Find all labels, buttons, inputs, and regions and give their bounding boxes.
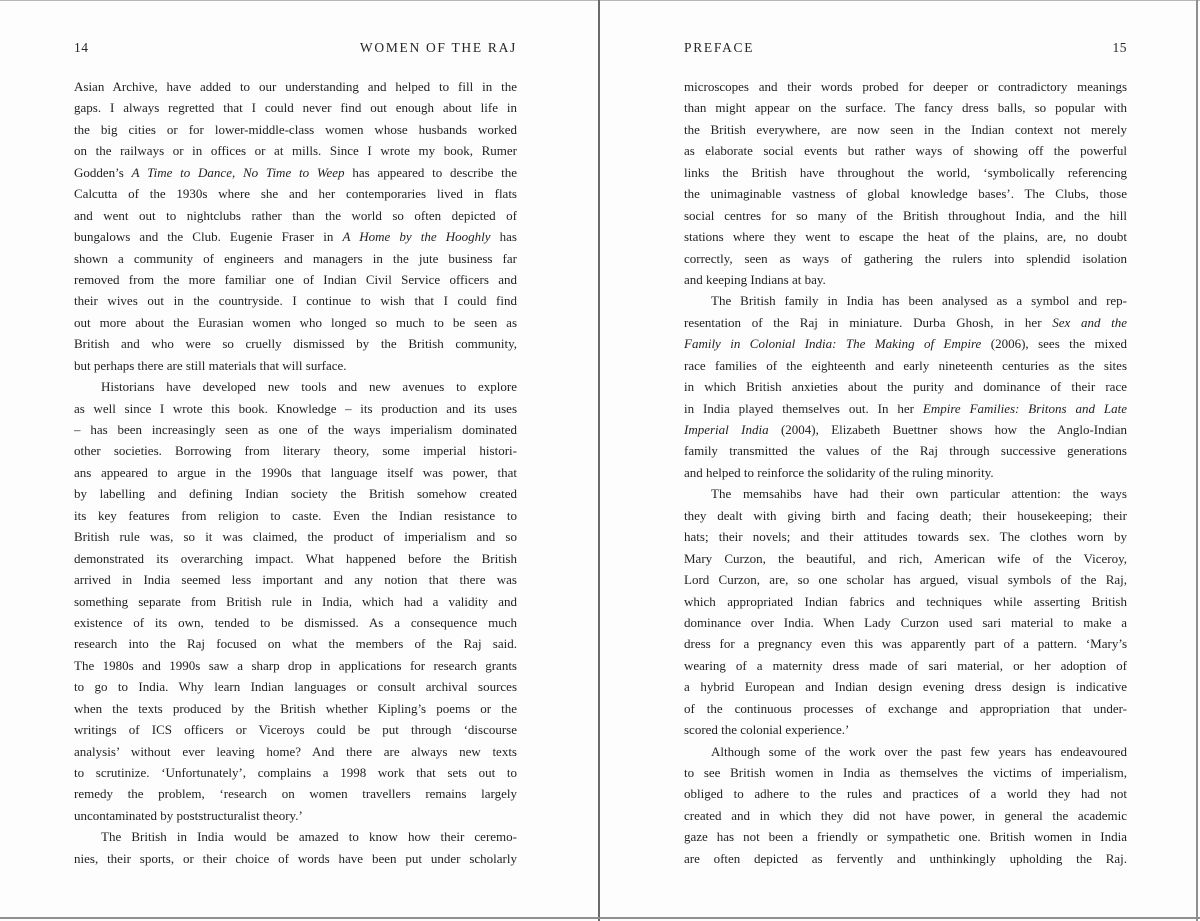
text-line: Family in Colonial India: The Making of Empire (2006), sees the mixed [684,336,1127,352]
text-line: nies, their sports, or their choice of words have been put under scholarly [74,850,517,866]
text-line: demonstrated its overarching impact. What happened before the British [74,550,517,566]
text-line: and keeping Indians at bay. [684,271,826,287]
text-line: their wives out in the countryside. I continue to wish that I could find [74,293,517,309]
page-header-right [684,40,1127,56]
text-line: The memsahibs have had their own particular attention: the ways [711,486,1127,502]
page-header-left [74,40,517,56]
running-head-left: WOMEN OF THE RAJ [359,40,517,55]
text-line: of the continuous processes of exchange and appropriation that under- [684,700,1127,716]
text-line: but perhaps there are still materials that will surface. [74,357,347,373]
text-line: family transmitted the values of the Raj through successive generations [684,443,1127,459]
text-line: correctly, seen as ways of gathering the rulers into splendid isolation [684,250,1127,266]
text-line: its key features from religion to caste. Even the Indian resistance to [74,507,517,523]
text-line: stations where they went to escape the heat of the plains, are, no doubt [684,229,1127,245]
text-line: Imperial India (2004), Elizabeth Buettner shows how the Anglo-Indian [684,422,1127,437]
page-number-right: 15 [1112,40,1127,55]
text-line: arrived in India seemed less important and any notion that there was [74,572,517,588]
text-line: in which British anxieties about the purity and dominance of their race [684,379,1127,395]
text-line: as elaborate social events but rather ways of showing off the powerful [684,143,1127,159]
text-line: are often depicted as fervently and unthinkingly upholding the Raj. [684,850,1127,866]
text-line: Calcutta of the 1930s where she and her contemporaries lived in flats [74,186,517,202]
text-line: the unimaginable vastness of global knowledge bases’. The Clubs, those [684,186,1127,202]
text-line: Godden’s A Time to Dance, No Time to Weep has appeared to describe the [74,164,517,180]
text-line: obliged to adhere to the rules and practices of a world they had not [684,786,1127,802]
text-line: dominance over India. When Lady Curzon used sari material to make a [684,614,1127,630]
text-line: Asian Archive, have added to our understanding and helped to fill in the [74,79,517,94]
text-line: than might appear on the surface. The fancy dress balls, so popular with [684,100,1127,116]
text-line: British rule was, so it was claimed, the product of imperialism and so [74,529,517,545]
text-line: resentation of the Raj in miniature. Durba Ghosh, in her Sex and the [684,314,1127,330]
page-right [684,0,1127,921]
text-line: The British in India would be amazed to know how their ceremo- [101,829,517,845]
page-body-left [74,76,517,869]
text-line: The 1980s and 1990s saw a sharp drop in applications for research grants [74,657,517,673]
text-line: shown a community of engineers and managers in the jute business far [74,250,517,266]
text-line: – has been increasingly seen as one of the ways imperialism dominated [74,422,517,437]
text-line: analysis’ without ever leaving home? And there are always new texts [74,743,517,759]
text-line: Mary Curzon, the beautiful, and rich, American wife of the Viceroy, [684,550,1127,566]
text-line: race families of the eighteenth and early nineteenth centuries as the sites [684,357,1127,373]
text-line: existence of its own, tended to be dismissed. As a consequence much [74,614,517,630]
text-line: bungalows and the Club. Eugenie Fraser in A Home by the Hooghly has [74,229,517,245]
text-line: on the railways or in offices or at mills. Since I wrote my book, Rumer [74,143,517,159]
page-bottom-edge [0,917,1200,919]
text-line: to go to India. Why learn Indian languages or consult archival sources [74,679,517,695]
text-line: in India played themselves out. In her Empire Families: Britons and Late [684,400,1127,416]
text-line: when the texts produced by the British whether Kipling’s poems or the [74,700,517,716]
text-line: British and who were so cruelly dismissed by the British community, [74,336,517,352]
text-line: uncontaminated by poststructuralist theory.’ [74,807,303,823]
text-line: writings of ICS officers or Viceroys could be put through ‘discourse [74,722,517,738]
text-line: The British family in India has been analysed as a symbol and rep- [711,293,1127,309]
text-line: and went out to nightclubs rather than the world so often depicted of [74,207,517,223]
text-line: by labelling and defining Indian society the British somehow created [74,486,517,502]
running-head-right: PREFACE [684,40,755,55]
text-line: created and in which they did not have power, in general the academic [684,807,1127,823]
text-line: hats; their novels; and their attitudes towards sex. The clothes worn by [684,529,1127,545]
text-line: gaps. I always regretted that I could never find out enough about life in [74,100,517,116]
text-line: ans appeared to argue in the 1990s that language itself was power, that [74,464,517,480]
page-right-edge [1196,0,1198,921]
text-line: scored the colonial experience.’ [684,722,850,738]
text-line: the big cities or for lower-middle-class women whose husbands worked [74,121,517,137]
text-line: dress for a pregnancy even this was apparently part of a pattern. ‘Mary’s [684,636,1127,652]
text-line: removed from the more familiar one of Indian Civil Service officers and [74,271,517,287]
text-line: gaze has not been a friendly or sympathetic one. British women in India [684,829,1127,845]
text-line: to see British women in India as themselves the victims of imperialism, [684,765,1127,780]
text-line: they dealt with giving birth and facing death; their housekeeping; their [684,507,1127,523]
text-line: other societies. Borrowing from literary theory, some imperial histori- [74,443,517,459]
text-line: remedy the problem, ‘research on women travellers remains largely [74,786,517,802]
text-line: Historians have developed new tools and new avenues to explore [101,379,517,395]
text-line: a hybrid European and Indian design evening dress design is indicative [684,679,1127,695]
text-line: which appropriated Indian fabrics and techniques while asserting British [684,593,1127,609]
page-gutter-divider [598,0,600,921]
text-line: something separate from British rule in India, which had a validity and [74,593,517,609]
text-line: to scrutinize. ‘Unfortunately’, complains a 1998 work that sets out to [74,765,517,780]
page-body-right [684,76,1127,869]
text-line: research into the Raj focused on what the members of the Raj said. [74,636,517,652]
text-line: links the British have throughout the world, ‘symbolically referencing [684,164,1127,180]
text-line: Although some of the work over the past few years has endeavoured [711,743,1127,759]
text-line: out more about the Eurasian women who longed so much to be seen as [74,314,517,330]
text-line: social centres for so many of the British throughout India, and the hill [684,207,1127,223]
text-line: and helped to reinforce the solidarity of the ruling minority. [684,464,994,480]
text-line: the British everywhere, are now seen in the Indian context not merely [684,121,1127,137]
text-line: wearing of a maternity dress made of sari material, or her adoption of [684,657,1127,673]
page-left [74,0,517,921]
page-number-left: 14 [74,40,89,55]
text-line: Lord Curzon, are, so one scholar has argued, visual symbols of the Raj, [684,572,1127,588]
text-line: microscopes and their words probed for deeper or contradictory meanings [684,79,1127,94]
text-line: as well since I wrote this book. Knowledge – its production and its uses [74,400,517,416]
